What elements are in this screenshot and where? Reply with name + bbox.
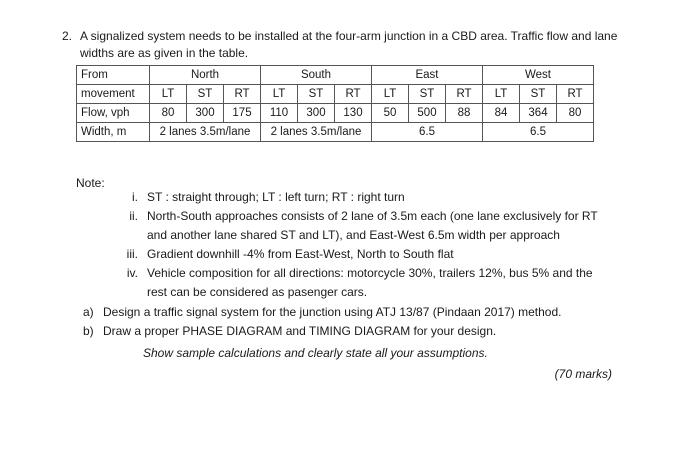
question-text: A signalized system needs to be installed at the four-arm junction in a CBD area. Traffic flow and lane widths are as given in the table. [80,29,618,60]
movement-cell: RT [557,85,594,104]
note-text: Gradient downhill -4% from East-West, North to South flat [147,247,454,261]
direction-west: West [483,66,594,85]
width-north: 2 lanes 3.5m/lane [150,123,261,142]
flow-cell: 50 [372,104,409,123]
movement-cell: ST [520,85,557,104]
flow-cell: 300 [187,104,224,123]
note-text: North-South approaches consists of 2 lane of 3.5m each (one lane exclusively for RT and another lane shared ST and LT), and East-West 6.5m width per approach [147,209,598,242]
movement-cell: ST [409,85,446,104]
flow-cell: 500 [409,104,446,123]
instruction-text: Show sample calculations and clearly state all your assumptions. [143,346,488,360]
table-flow-row [77,104,594,123]
task-text: Draw a proper PHASE DIAGRAM and TIMING DIAGRAM for your design. [103,324,497,338]
flow-cell: 175 [224,104,261,123]
movement-label: movement [77,85,150,104]
movement-cell: LT [150,85,187,104]
movement-cell: RT [335,85,372,104]
flow-cell: 80 [150,104,187,123]
movement-cell: ST [187,85,224,104]
movement-cell: LT [483,85,520,104]
table-movement-row [77,85,594,104]
direction-south: South [261,66,372,85]
width-south: 2 lanes 3.5m/lane [261,123,372,142]
note-marker: ii. [129,209,138,223]
note-text: ST : straight through; LT : left turn; RT : right turn [147,190,405,204]
flow-cell: 364 [520,104,557,123]
traffic-flow-table [76,65,594,142]
movement-cell: RT [446,85,483,104]
task-marker: b) [83,324,94,338]
movement-cell: ST [298,85,335,104]
flow-cell: 130 [335,104,372,123]
task-marker: a) [83,305,94,319]
flow-cell: 110 [261,104,298,123]
width-east: 6.5 [372,123,483,142]
direction-east: East [372,66,483,85]
note-text: Vehicle composition for all directions: motorcycle 30%, trailers 12%, bus 5% and the rest can be considered as pasenger cars. [147,266,593,299]
note-marker: i. [132,190,138,204]
marks-label: (70 marks) [554,367,612,381]
movement-cell: RT [224,85,261,104]
movement-cell: LT [372,85,409,104]
flow-label: Flow, vph [77,104,150,123]
table-width-row [77,123,594,142]
table-header-row [77,66,594,85]
movement-cell: LT [261,85,298,104]
direction-north: North [150,66,261,85]
flow-cell: 300 [298,104,335,123]
flow-cell: 80 [557,104,594,123]
flow-cell: 88 [446,104,483,123]
task-text: Design a traffic signal system for the junction using ATJ 13/87 (Pindaan 2017) method. [103,305,562,319]
from-label: From [77,66,150,85]
note-label: Note: [76,176,105,190]
note-marker: iii. [126,247,138,261]
note-marker: iv. [126,266,138,280]
width-label: Width, m [77,123,150,142]
question-number: 2. [62,29,73,43]
width-west: 6.5 [483,123,594,142]
flow-cell: 84 [483,104,520,123]
